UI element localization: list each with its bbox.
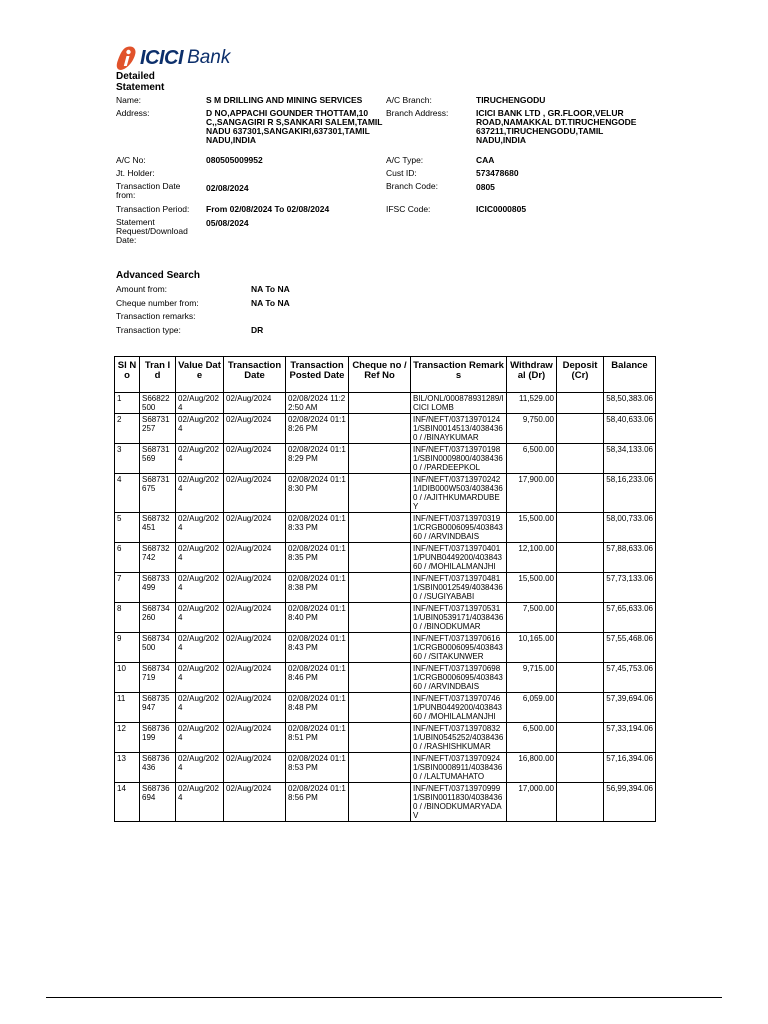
branch-label: A/C Branch: (386, 95, 432, 105)
table-cell: 02/Aug/2024 (176, 753, 224, 783)
table-cell (349, 393, 411, 414)
table-row (115, 444, 656, 474)
column-header: Transaction Date (224, 357, 286, 393)
table-cell: 11 (115, 693, 140, 723)
table-cell: 02/Aug/2024 (176, 393, 224, 414)
table-cell: 02/Aug/2024 (224, 693, 286, 723)
ac-no: 080505009952 (206, 155, 263, 165)
table-cell (557, 444, 604, 474)
cust-id: 573478680 (476, 168, 519, 178)
table-cell: 02/Aug/2024 (176, 444, 224, 474)
table-row (115, 474, 656, 513)
column-header: Sl No (115, 357, 140, 393)
table-cell: 02/Aug/2024 (176, 543, 224, 573)
table-body (115, 393, 656, 822)
table-cell: 57,45,753.06 (604, 663, 656, 693)
table-cell (349, 753, 411, 783)
table-cell: INF/NEFT/037139709991/SBIN0011830/40384360 / /BINODKUMARYADAV (411, 783, 507, 822)
table-cell: S68731569 (140, 444, 176, 474)
table-cell: 58,34,133.06 (604, 444, 656, 474)
table-cell: 02/Aug/2024 (176, 693, 224, 723)
table-cell: 10,165.00 (507, 633, 557, 663)
branch-address-label: Branch Address: (386, 108, 449, 118)
table-cell: INF/NEFT/037139708321/UBIN0545252/40384360 / /RASHISHKUMAR (411, 723, 507, 753)
table-row (115, 603, 656, 633)
cheque-label: Cheque number from: (116, 298, 199, 308)
table-cell: 17,900.00 (507, 474, 557, 513)
table-cell: 02/08/2024 01:18:53 PM (286, 753, 349, 783)
table-cell: 02/08/2024 11:22:50 AM (286, 393, 349, 414)
column-header: Withdrawal (Dr) (507, 357, 557, 393)
ifsc: ICIC0000805 (476, 204, 527, 214)
table-cell: 02/Aug/2024 (224, 414, 286, 444)
table-cell (349, 633, 411, 663)
table-cell: 02/Aug/2024 (224, 543, 286, 573)
table-cell: 02/Aug/2024 (224, 513, 286, 543)
table-cell: INF/NEFT/037139702421/IDIB000W503/40384360 / /AJITHKUMARDUBEY (411, 474, 507, 513)
table-row (115, 513, 656, 543)
table-cell (557, 393, 604, 414)
bank-logo (116, 44, 230, 72)
table-cell: 58,00,733.06 (604, 513, 656, 543)
column-header: Value Date (176, 357, 224, 393)
table-cell: 02/Aug/2024 (224, 393, 286, 414)
table-row (115, 414, 656, 444)
account-address: D NO,APPACHI GOUNDER THOTTAM,10 C,,SANGAGIRI R S,SANKARI SALEM,TAMIL NADU 637301,SANGAKIRI,637301,TAMIL NADU,INDIA (206, 108, 383, 145)
table-cell: 4 (115, 474, 140, 513)
table-cell (349, 513, 411, 543)
table-cell: 57,16,394.06 (604, 753, 656, 783)
table-row (115, 723, 656, 753)
ifsc-label: IFSC Code: (386, 204, 431, 214)
table-cell: 7 (115, 573, 140, 603)
advanced-search-title: Advanced Search (116, 270, 200, 281)
table-cell: 57,65,633.06 (604, 603, 656, 633)
table-cell (557, 414, 604, 444)
table-cell: 57,73,133.06 (604, 573, 656, 603)
txn-period-label: Transaction Period: (116, 204, 190, 214)
table-cell: INF/NEFT/037139703191/CRGB0006095/40384360 / /ARVINDBAIS (411, 513, 507, 543)
table-cell: 02/Aug/2024 (224, 783, 286, 822)
bank-name-bold: ICICI (140, 46, 184, 69)
table-cell: 02/Aug/2024 (224, 723, 286, 753)
table-cell: 02/Aug/2024 (224, 573, 286, 603)
table-cell: S68736436 (140, 753, 176, 783)
branch-code-label: Branch Code: (386, 181, 438, 191)
ac-no-label: A/C No: (116, 155, 146, 165)
table-cell: 2 (115, 414, 140, 444)
table-cell: 02/Aug/2024 (224, 663, 286, 693)
table-cell: 02/Aug/2024 (176, 414, 224, 444)
table-row (115, 753, 656, 783)
cust-id-label: Cust ID: (386, 168, 417, 178)
table-cell: BIL/ONL/000878931289/ICICI LOMB (411, 393, 507, 414)
ac-type-label: A/C Type: (386, 155, 424, 165)
table-cell (557, 663, 604, 693)
table-cell: 58,40,633.06 (604, 414, 656, 444)
txn-period: From 02/08/2024 To 02/08/2024 (206, 204, 330, 214)
column-header: Transaction Remarks (411, 357, 507, 393)
table-cell: 6,500.00 (507, 444, 557, 474)
column-header: Tran Id (140, 357, 176, 393)
table-cell (349, 474, 411, 513)
table-cell (349, 723, 411, 753)
table-cell (349, 543, 411, 573)
icici-i-logo-icon (116, 45, 138, 71)
table-cell: 12 (115, 723, 140, 753)
table-cell: INF/NEFT/037139704811/SBIN0012549/40384360 / /SUGIYABABI (411, 573, 507, 603)
table-cell: 02/Aug/2024 (176, 573, 224, 603)
table-cell: 02/08/2024 01:18:51 PM (286, 723, 349, 753)
table-cell: 02/08/2024 01:18:35 PM (286, 543, 349, 573)
table-cell: 58,50,383.06 (604, 393, 656, 414)
table-cell: 02/Aug/2024 (224, 444, 286, 474)
column-header: Balance (604, 357, 656, 393)
table-cell: 02/08/2024 01:18:33 PM (286, 513, 349, 543)
table-cell: 15,500.00 (507, 513, 557, 543)
table-cell (557, 783, 604, 822)
table-cell (349, 444, 411, 474)
type-value: DR (251, 325, 264, 335)
column-header: Transaction Posted Date (286, 357, 349, 393)
table-cell: 17,000.00 (507, 783, 557, 822)
request-date: 05/08/2024 (206, 218, 249, 228)
table-cell: 57,33,194.06 (604, 723, 656, 753)
table-cell: 02/Aug/2024 (176, 723, 224, 753)
table-cell: S68734500 (140, 633, 176, 663)
table-cell: 57,55,468.06 (604, 633, 656, 663)
table-cell: 6,500.00 (507, 723, 557, 753)
table-cell: 1 (115, 393, 140, 414)
table-cell: 02/Aug/2024 (176, 633, 224, 663)
table-cell: INF/NEFT/037139701241/SBIN0014513/40384360 / /BINAYKUMAR (411, 414, 507, 444)
table-row (115, 783, 656, 822)
address-label: Address: (116, 108, 150, 118)
branch: TIRUCHENGODU (476, 95, 546, 105)
table-cell (557, 753, 604, 783)
table-cell: 02/Aug/2024 (224, 474, 286, 513)
amount-label: Amount from: (116, 284, 168, 294)
table-cell: 02/Aug/2024 (176, 783, 224, 822)
table-cell: 02/Aug/2024 (224, 753, 286, 783)
table-row (115, 573, 656, 603)
table-cell: 57,88,633.06 (604, 543, 656, 573)
table-cell: 02/08/2024 01:18:40 PM (286, 603, 349, 633)
table-cell (557, 633, 604, 663)
table-cell (557, 723, 604, 753)
table-cell: 02/Aug/2024 (176, 513, 224, 543)
document-title: Detailed Statement (116, 71, 165, 93)
table-cell: S68733499 (140, 573, 176, 603)
account-info-left (116, 96, 386, 256)
table-cell: 9,715.00 (507, 663, 557, 693)
table-cell: 5 (115, 513, 140, 543)
jt-holder-label: Jt. Holder: (116, 168, 155, 178)
table-cell: 02/08/2024 01:18:29 PM (286, 444, 349, 474)
amount-value: NA To NA (251, 284, 290, 294)
branch-address: ICICI BANK LTD , GR.FLOOR,VELUR ROAD,NAMAKKAL DT.TIRUCHENGODE 637211,TIRUCHENGODU,TAMIL NADU,INDIA (476, 108, 637, 145)
txn-date-from: 02/08/2024 (206, 183, 249, 193)
table-cell: 6 (115, 543, 140, 573)
table-cell: 02/Aug/2024 (176, 663, 224, 693)
table-cell: 02/08/2024 01:18:46 PM (286, 663, 349, 693)
table-cell (557, 543, 604, 573)
table-cell: S68735947 (140, 693, 176, 723)
table-cell: 6,059.00 (507, 693, 557, 723)
table-cell: 3 (115, 444, 140, 474)
table-cell: 7,500.00 (507, 603, 557, 633)
bank-name-rest: Bank (187, 47, 231, 68)
table-cell: INF/NEFT/037139706981/CRGB0006095/40384360 / /ARVINDBAIS (411, 663, 507, 693)
table-cell: 8 (115, 603, 140, 633)
table-row (115, 393, 656, 414)
table-cell: S66822500 (140, 393, 176, 414)
table-cell: INF/NEFT/037139707461/PUNB0449200/40384360 / /MOHILALMANJHI (411, 693, 507, 723)
table-cell: 02/08/2024 01:18:56 PM (286, 783, 349, 822)
table-cell (349, 693, 411, 723)
table-cell: 02/08/2024 01:18:30 PM (286, 474, 349, 513)
column-header: Deposit (Cr) (557, 357, 604, 393)
table-cell (557, 603, 604, 633)
table-cell: S68736694 (140, 783, 176, 822)
table-cell (349, 573, 411, 603)
table-cell: 02/08/2024 01:18:26 PM (286, 414, 349, 444)
table-cell: S68732451 (140, 513, 176, 543)
table-cell: 56,99,394.06 (604, 783, 656, 822)
table-cell: 9,750.00 (507, 414, 557, 444)
table-cell: 57,39,694.06 (604, 693, 656, 723)
type-label: Transaction type: (116, 325, 181, 335)
table-cell: INF/NEFT/037139706161/CRGB0006095/40384360 / /SITAKUNWER (411, 633, 507, 663)
table-cell: S68732742 (140, 543, 176, 573)
table-cell: 02/08/2024 01:18:43 PM (286, 633, 349, 663)
table-cell: 02/Aug/2024 (224, 633, 286, 663)
ac-type: CAA (476, 155, 495, 165)
table-cell: 16,800.00 (507, 753, 557, 783)
table-cell: S68731257 (140, 414, 176, 444)
table-cell (349, 603, 411, 633)
table-cell: 10 (115, 663, 140, 693)
table-cell: S68736199 (140, 723, 176, 753)
table-row (115, 693, 656, 723)
table-cell (557, 474, 604, 513)
advanced-search (116, 285, 416, 345)
table-cell: 02/Aug/2024 (176, 603, 224, 633)
table-cell: S68734719 (140, 663, 176, 693)
table-cell: 58,16,233.06 (604, 474, 656, 513)
txn-date-from-label: Transaction Date from: (116, 181, 181, 200)
table-cell: 9 (115, 633, 140, 663)
table-cell: 02/08/2024 01:18:38 PM (286, 573, 349, 603)
table-row (115, 543, 656, 573)
column-header: Cheque no / Ref No (349, 357, 411, 393)
table-cell: 14 (115, 783, 140, 822)
table-cell: 02/08/2024 01:18:48 PM (286, 693, 349, 723)
footer-divider (46, 997, 722, 998)
table-header-row (115, 357, 656, 393)
request-date-label: Statement Request/Download Date: (116, 217, 188, 245)
table-cell (557, 513, 604, 543)
transactions-table (114, 356, 656, 822)
table-cell: INF/NEFT/037139704011/PUNB0449200/40384360 / /MOHILALMANJHI (411, 543, 507, 573)
table-cell: INF/NEFT/037139709241/SBIN0008911/40384360 / /LALTUMAHATO (411, 753, 507, 783)
remarks-label: Transaction remarks: (116, 311, 196, 321)
branch-code: 0805 (476, 182, 495, 192)
table-cell: 15,500.00 (507, 573, 557, 603)
account-name: S M DRILLING AND MINING SERVICES (206, 95, 363, 105)
table-cell: INF/NEFT/037139705311/UBIN0539171/40384360 / /BINODKUMAR (411, 603, 507, 633)
table-cell: S68734260 (140, 603, 176, 633)
table-cell: 02/Aug/2024 (224, 603, 286, 633)
table-cell: 13 (115, 753, 140, 783)
table-cell (557, 573, 604, 603)
table-cell: INF/NEFT/037139701981/SBIN0009800/40384360 / /PARDEEPKOL (411, 444, 507, 474)
table-row (115, 663, 656, 693)
table-cell: S68731675 (140, 474, 176, 513)
table-cell (349, 414, 411, 444)
table-cell: 11,529.00 (507, 393, 557, 414)
table-cell: 12,100.00 (507, 543, 557, 573)
table-cell (557, 693, 604, 723)
table-cell (349, 783, 411, 822)
cheque-value: NA To NA (251, 298, 290, 308)
table-cell (349, 663, 411, 693)
account-info-right (386, 96, 656, 226)
table-cell: 02/Aug/2024 (176, 474, 224, 513)
table-row (115, 633, 656, 663)
name-label: Name: (116, 95, 142, 105)
